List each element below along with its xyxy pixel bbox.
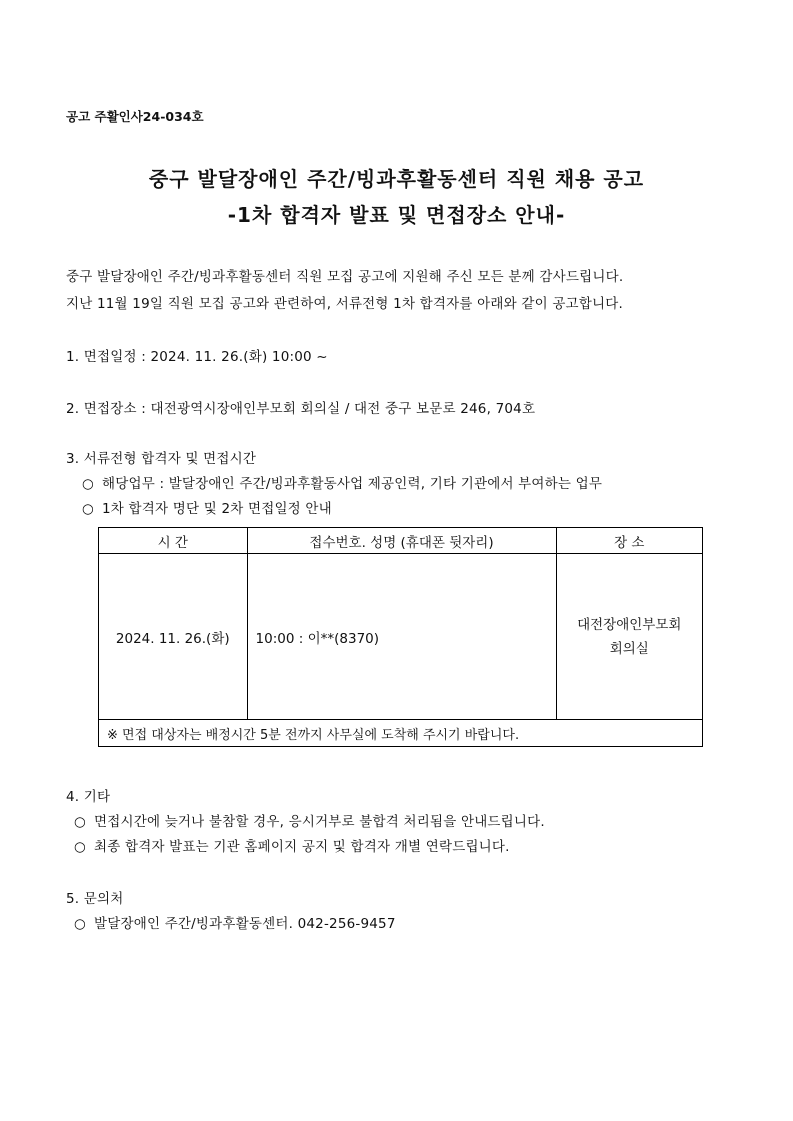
header-applicant: 접수번호. 성명 (휴대폰 뒷자리) [247,528,556,554]
cell-date: 2024. 11. 26.(화) [99,554,248,720]
interview-schedule-table [98,527,703,747]
document-title: 중구 발달장애인 주간/빙과후활동센터 직원 채용 공고 [148,167,645,191]
table-header-row [99,528,703,554]
section-3-bullet-list: ○ 1차 합격자 명단 및 2차 면접일정 안내 [82,501,332,517]
circle-bullet-icon: ○ [74,916,86,932]
section-4-heading: 4. 기타 [66,789,111,805]
table-note-row [99,720,703,747]
section-3-bullet-duty: ○ 해당업무 : 발달장애인 주간/빙과후활동사업 제공인력, 기타 기관에서 부여하는 업무 [82,476,603,492]
interview-location: 2. 면접장소 : 대전광역시장애인부모회 회의실 / 대전 중구 보문로 246, 704호 [66,401,536,417]
contact-info: ○ 발달장애인 주간/빙과후활동센터. 042-256-9457 [74,916,396,932]
section-4-bullet-final: ○ 최종 합격자 발표는 기관 홈페이지 공지 및 합격자 개별 연락드립니다. [74,839,510,855]
circle-bullet-icon: ○ [82,476,94,492]
table-row [99,554,703,720]
notice-number: 공고 주활인사24-034호 [66,109,204,124]
header-time: 시 간 [99,528,248,554]
circle-bullet-icon: ○ [82,501,94,517]
section-4-bullet-late: ○ 면접시간에 늦거나 불참할 경우, 응시거부로 불합격 처리됨을 안내드립니다. [74,814,545,830]
table-note: ※ 면접 대상자는 배정시간 5분 전까지 사무실에 도착해 주시기 바랍니다. [99,720,703,747]
document-subtitle: -1차 합격자 발표 및 면접장소 안내- [227,203,566,227]
intro-line-2: 지난 11월 19일 직원 모집 공고와 관련하여, 서류전형 1차 합격자를 아래와 같이 공고합니다. [66,296,624,312]
section-3-heading: 3. 서류전형 합격자 및 면접시간 [66,451,257,467]
cell-applicant: 10:00 : 이**(8370) [247,554,556,720]
section-5-heading: 5. 문의처 [66,891,124,907]
intro-line-1: 중구 발달장애인 주간/빙과후활동센터 직원 모집 공고에 지원해 주신 모든 분께 감사드립니다. [66,269,624,285]
header-place: 장 소 [556,528,702,554]
cell-place: 대전장애인부모회 회의실 [556,554,702,720]
circle-bullet-icon: ○ [74,839,86,855]
interview-schedule: 1. 면접일정 : 2024. 11. 26.(화) 10:00 ~ [66,349,328,365]
circle-bullet-icon: ○ [74,814,86,830]
